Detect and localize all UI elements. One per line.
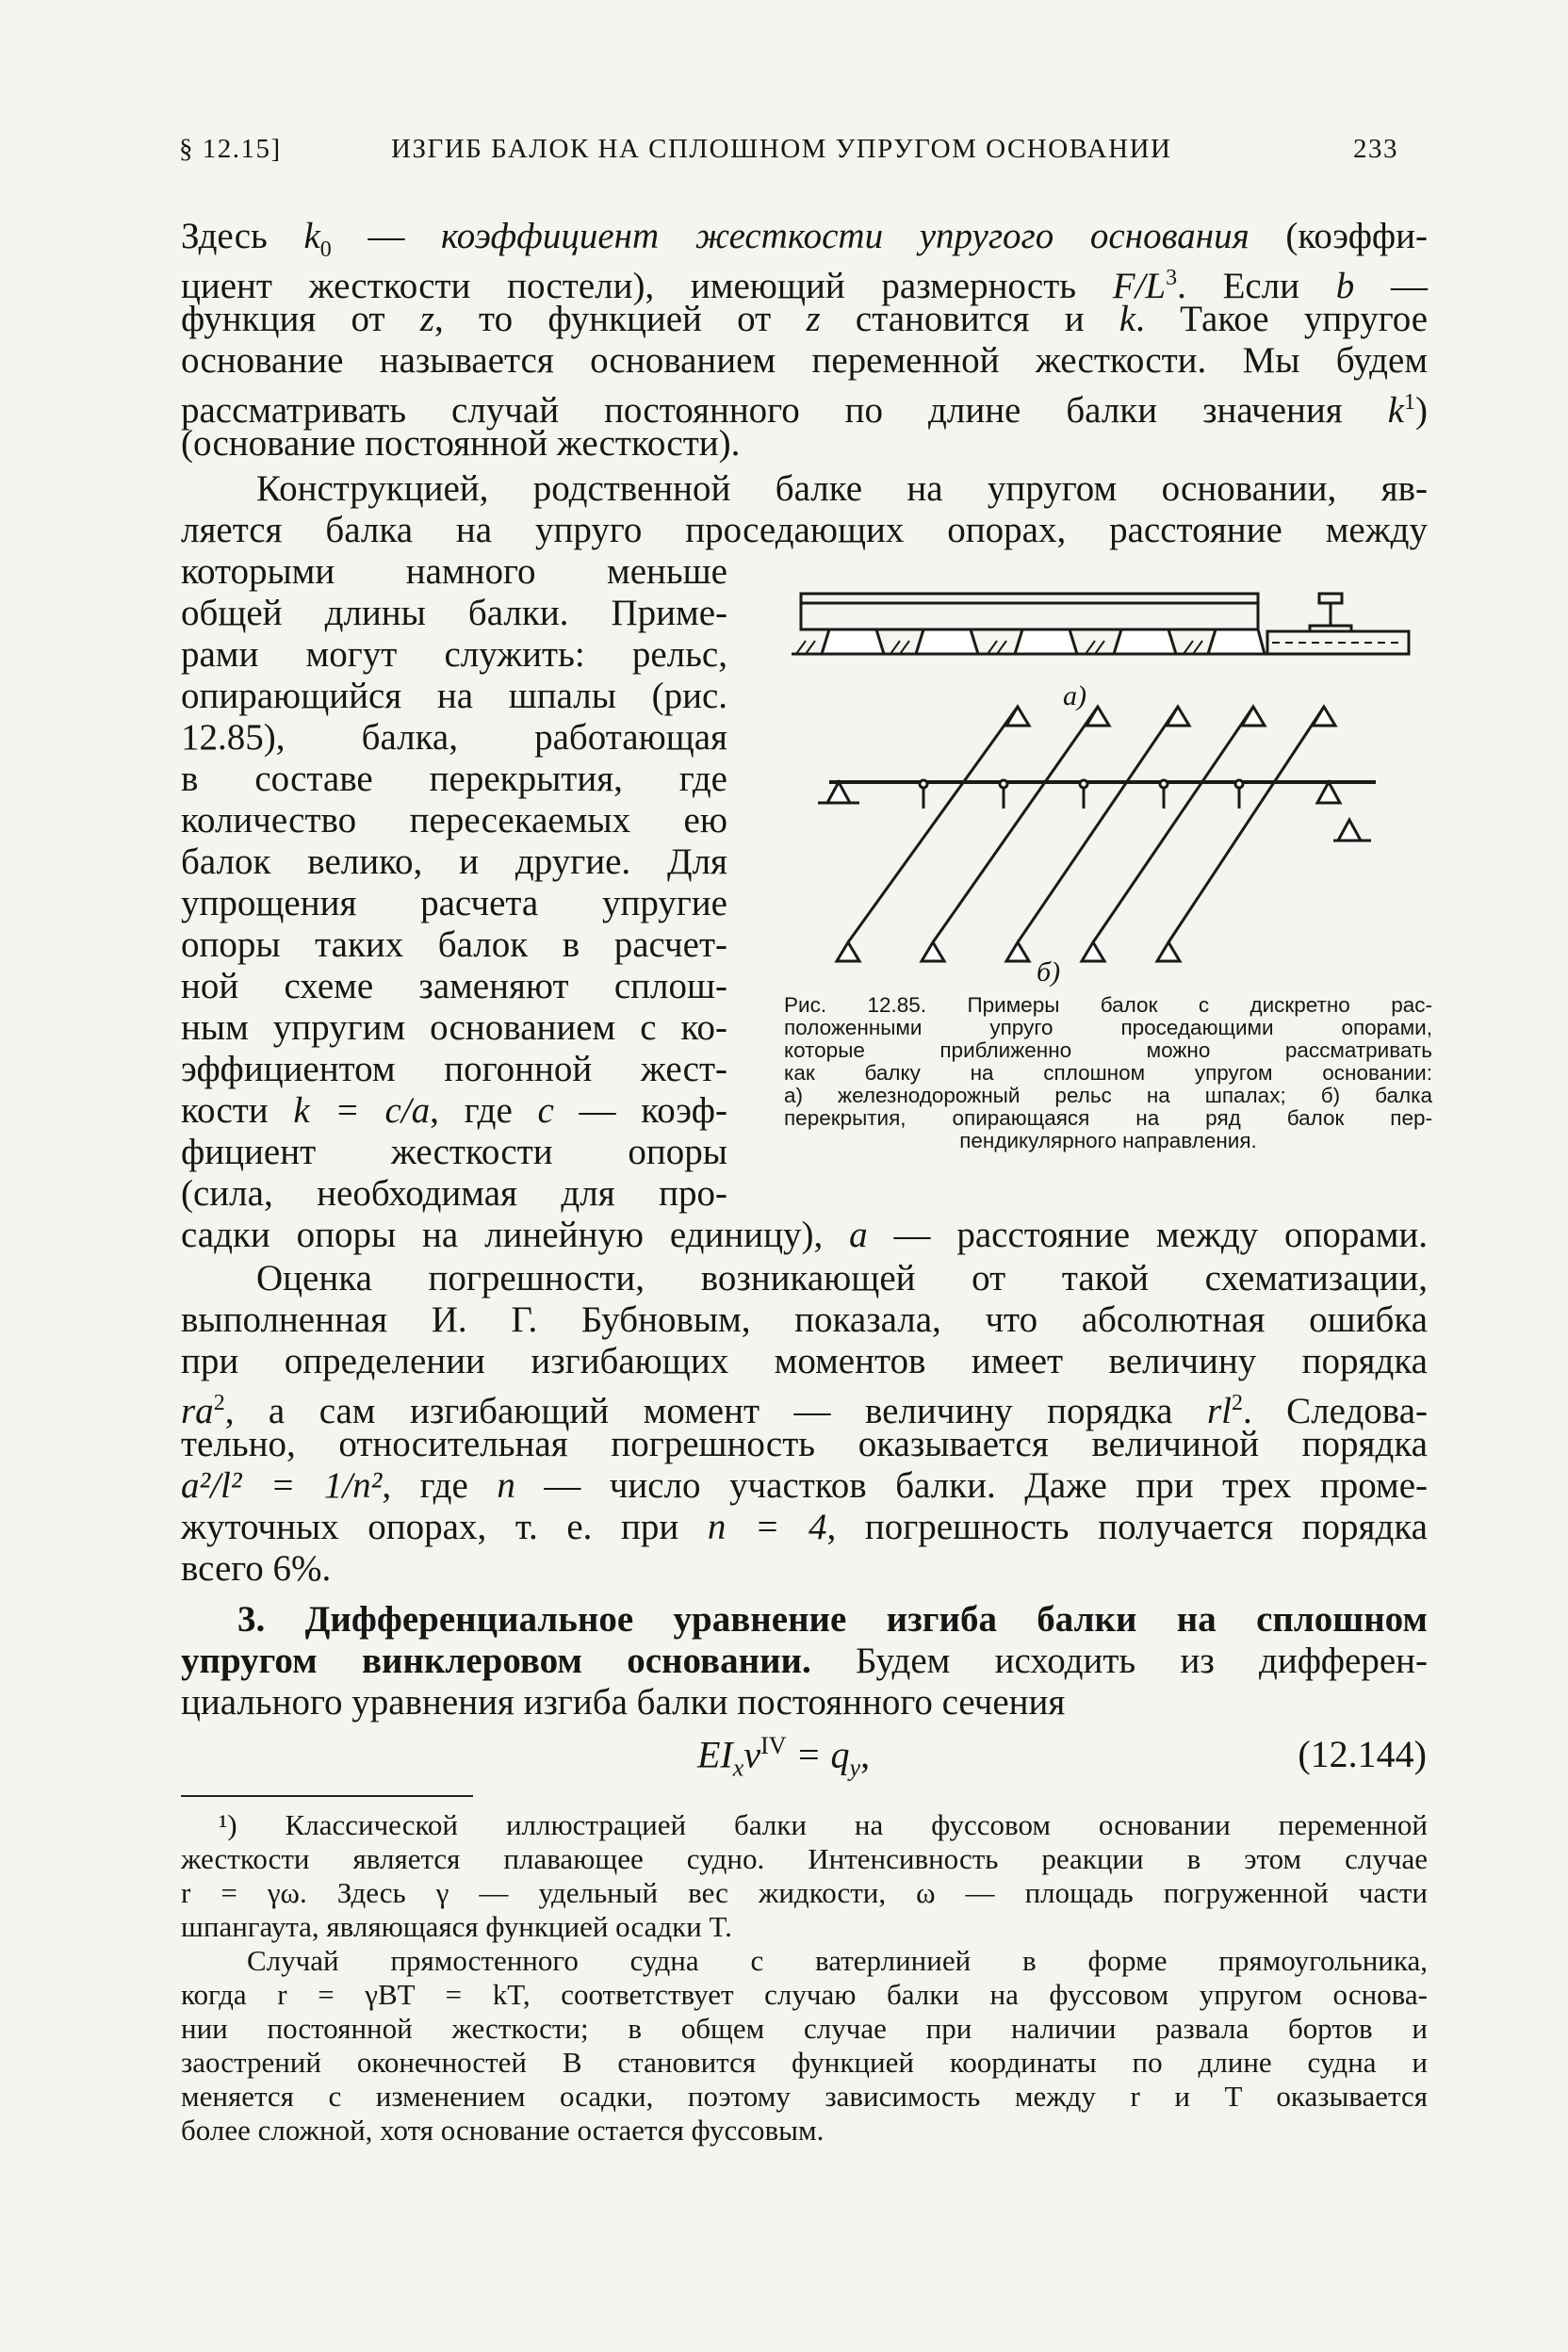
text-line: $ra^2$, а сам изгибающий момент — величину порядка $rl^2$. Следова- — [181, 1391, 1428, 1431]
text-line: упрощения расчета упругие — [181, 883, 727, 923]
equation-number: (12.144) — [1298, 1733, 1427, 1775]
text-line: (сила, необходимая для про- — [181, 1173, 727, 1214]
footnote-line: Случай прямостенного судна с ватерлинией в форме прямоугольника, — [247, 1944, 1428, 1977]
text-line: ляется балка на упруго проседающих опорах, расстояние между — [181, 510, 1428, 550]
text-line: рассматривать случай постоянного по длине балки значения $k^1$) — [181, 390, 1428, 431]
footnote-line: жесткости является плавающее судно. Интенсивность реакции в этом случае — [181, 1842, 1428, 1875]
footnote-line: шпангаута, являющаяся функцией осадки T. — [181, 1910, 732, 1943]
text-line: в составе перекрытия, где — [181, 759, 727, 799]
text-line: балок велико, и другие. Для — [181, 841, 727, 882]
footnote-line: r = γω. Здесь γ — удельный вес жидкости, ω — площадь погруженной части — [181, 1876, 1428, 1909]
text-line: всего 6%. — [181, 1548, 332, 1589]
text-line: циального уравнения изгиба балки постоянного сечения — [181, 1682, 1066, 1723]
text-line: циент жесткости постели), имеющий размерность $F/L^3$. Если b — — [181, 266, 1428, 306]
running-header — [179, 134, 1398, 172]
text-line: кости k = c/a, где c — коэф- — [181, 1090, 727, 1131]
text-line: основание называется основанием переменной жесткости. Мы будем — [181, 340, 1428, 381]
floor-beam-diagram — [818, 707, 1376, 961]
section-ref: § 12.15] — [179, 134, 282, 164]
text-line: Здесь $k_0$ — коэффициент жесткости упругого основания (коэффи- — [181, 216, 1428, 262]
text-line: a²/l² = 1/n², где n — число участков балки. Даже при трех проме- — [181, 1465, 1428, 1506]
text-line: Конструкцией, родственной балке на упругом основании, яв- — [256, 468, 1428, 509]
text-line: опоры таких балок в расчет- — [181, 924, 727, 965]
footnote-line: ¹) Классической иллюстрацией балки на фуссовом основании переменной — [219, 1808, 1428, 1841]
footnote-line: когда r = γBT = kT, соответствует случаю балки на фуссовом упругом основа- — [181, 1978, 1428, 2011]
footnote-line: более сложной, хотя основание остается фуссовым. — [181, 2114, 825, 2147]
text-line: жуточных опорах, т. е. при n = 4, погрешность получается порядка — [181, 1507, 1428, 1547]
text-line: количество пересекаемых ею — [181, 800, 727, 841]
footnote-line: меняется с изменением осадки, поэтому зависимость между r и T оказывается — [181, 2080, 1428, 2113]
text-line: Оценка погрешности, возникающей от такой схематизации, — [256, 1258, 1428, 1298]
text-line: тельно, относительная погрешность оказывается величиной порядка — [181, 1424, 1428, 1464]
page-number: 233 — [1353, 134, 1398, 164]
text-line: фициент жесткости опоры — [181, 1132, 727, 1172]
text-line: общей длины балки. Приме- — [181, 593, 727, 633]
text-line: выполненная И. Г. Бубновым, показала, что абсолютная ошибка — [181, 1299, 1428, 1340]
equation: $EI_xv^{IV} = q_y$, — [697, 1732, 871, 1782]
text-line: ной схеме заменяют сплош- — [181, 966, 727, 1006]
text-line: 12.85), балка, работающая — [181, 717, 727, 758]
text-line: рами могут служить: рельс, — [181, 634, 727, 675]
footnote-line: заострений оконечностей B становится функцией координаты по длине судна и — [181, 2046, 1428, 2079]
rail-on-sleepers-diagram — [792, 594, 1409, 654]
text-line: опирающийся на шпалы (рис. — [181, 676, 727, 716]
figure-label-a: а) — [1063, 680, 1086, 711]
figure-label-b: б) — [1037, 956, 1061, 988]
text-line: которыми намного меньше — [181, 551, 727, 592]
running-title: ИЗГИБ БАЛОК НА СПЛОШНОМ УПРУГОМ ОСНОВАНИИ — [391, 134, 1172, 164]
footnote-line: нии постоянной жесткости; в общем случае при наличии развала бортов и — [181, 2012, 1428, 2045]
text-line: 3. Дифференциальное уравнение изгиба балки на сплошном — [237, 1599, 1428, 1640]
text-line: при определении изгибающих моментов имеет величину порядка — [181, 1341, 1428, 1381]
text-line: садки опоры на линейную единицу), a — расстояние между опорами. — [181, 1215, 1429, 1255]
footnote-rule — [181, 1795, 473, 1797]
text-line: функция от z, то функцией от z становится и k. Такое упругое — [181, 299, 1429, 339]
text-line: ным упругим основанием с ко- — [181, 1007, 727, 1048]
text-line: упругом винклеровом основании. Будем исходить из дифферен- — [181, 1641, 1428, 1681]
text-line: (основание постоянной жесткости). — [181, 423, 741, 464]
figure-caption: Рис. 12.85. Примеры балок с дискретно рас- положенными упруго проседающими опорами, которые приближенно можно рассматривать как балку на сплошном упругом основании: а) железнодорожный рельс на шпалах; б) балка перекрытия, опирающаяся на ряд балок пер- пендикулярного направления. — [784, 993, 1432, 1152]
beam-figure — [773, 565, 1451, 980]
text-line: эффициентом погонной жест- — [181, 1049, 727, 1089]
